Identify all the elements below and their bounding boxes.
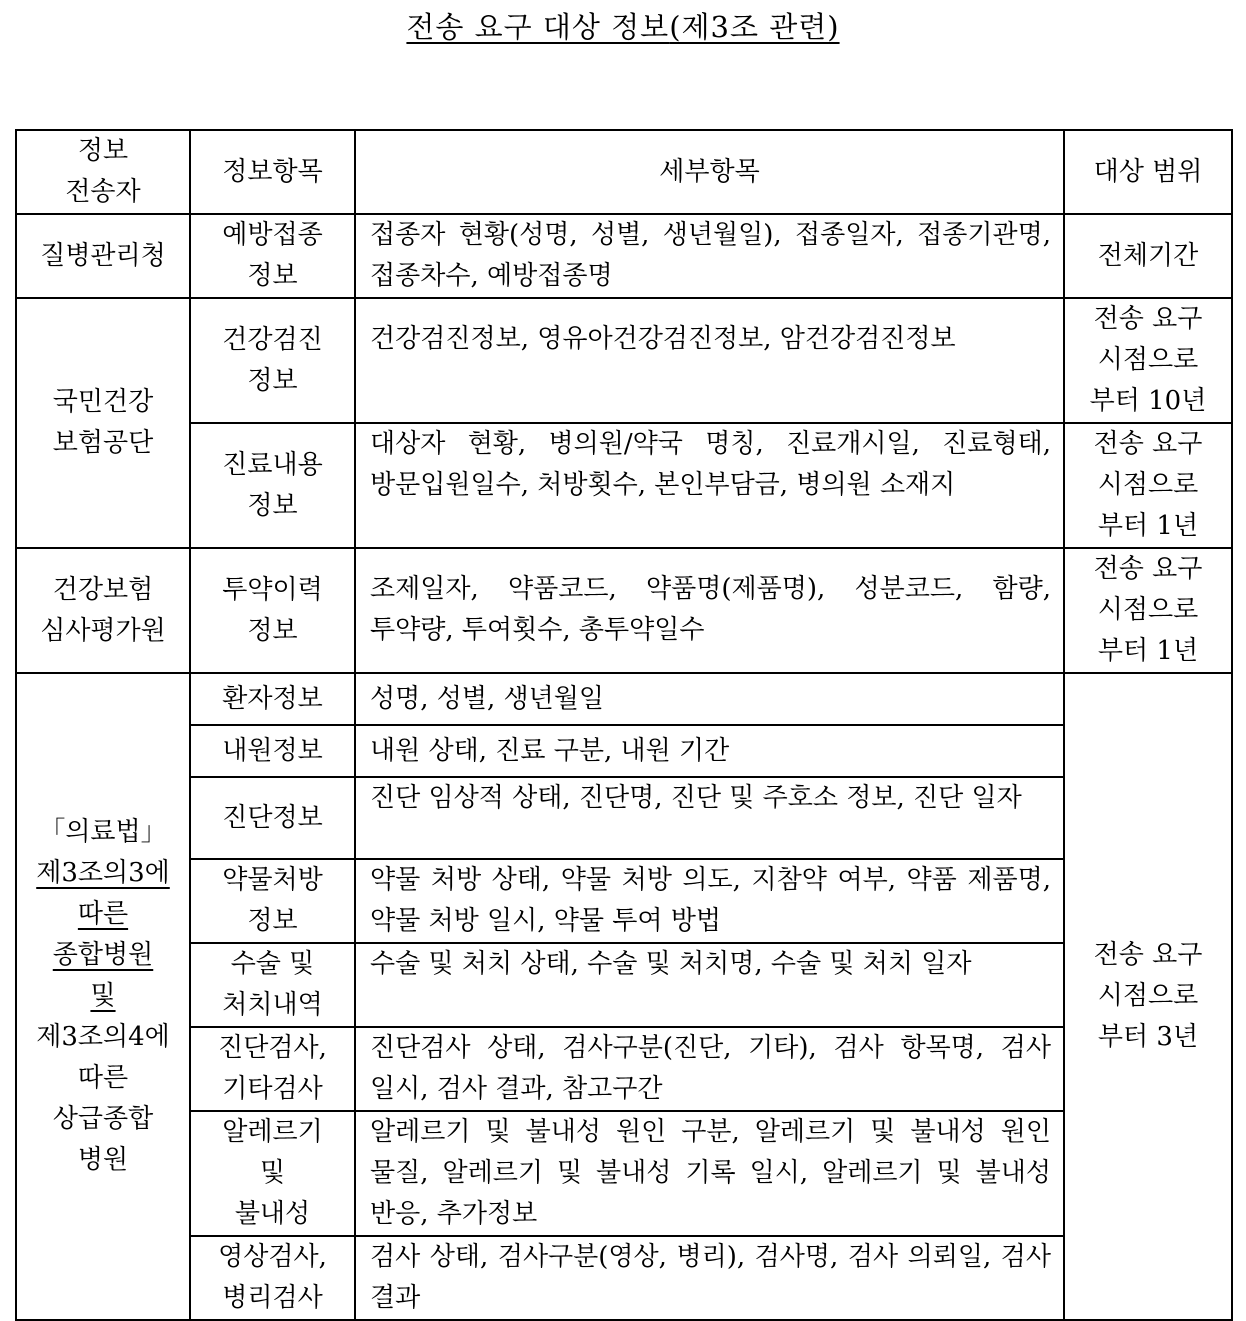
item-cell: 진단정보 [190, 777, 355, 859]
header-row [16, 130, 1232, 214]
item-line: 및 [259, 1158, 286, 1188]
item-line: 진료내용 [222, 449, 323, 480]
header-scope: 대상 범위 [1064, 130, 1232, 214]
item-cell: 내원정보 [190, 725, 355, 777]
scope-cell [1064, 423, 1232, 548]
table-row [16, 859, 1232, 943]
scope-cell [1064, 673, 1232, 1320]
item-line: 정보 [247, 615, 298, 646]
table-row [16, 673, 1232, 725]
header-detail: 세부항목 [355, 130, 1064, 214]
item-line: 처치내역 [222, 990, 323, 1020]
item-line: 투약이력 [222, 574, 323, 605]
sender-line [23, 894, 183, 935]
sender-line: 보험공단 [52, 428, 154, 458]
sender-text: 따른 [77, 899, 129, 929]
sender-line: 건강보험 [52, 574, 154, 605]
table-row [16, 298, 1232, 423]
sender-text: 따른 [77, 1063, 129, 1093]
sender-text: 제3조의3에 [36, 858, 170, 888]
detail-cell: 알레르기 및 불내성 원인 구분, 알레르기 및 불내성 원인 물질, 알레르기 및 불내성 기록 일시, 알레르기 및 불내성 반응, 추가정보 [355, 1111, 1064, 1236]
table-row [16, 777, 1232, 859]
item-cell: 환자정보 [190, 673, 355, 725]
scope-line: 부터 10년 [1089, 386, 1207, 416]
item-cell [190, 943, 355, 1027]
item-line: 병리검사 [222, 1283, 323, 1313]
sender-text: 제3조의4에 [36, 1022, 170, 1052]
scope-line: 전송 요구 [1093, 429, 1203, 459]
sender-line: 국민건강 [52, 387, 154, 417]
scope-cell [1064, 298, 1232, 423]
sender-line [23, 1140, 183, 1181]
scope-line: 부터 1년 [1097, 511, 1199, 541]
item-line: 정보 [247, 261, 298, 291]
item-line: 건강검진 [222, 324, 323, 355]
item-cell [190, 859, 355, 943]
item-cell [190, 1236, 355, 1320]
header-item: 정보항목 [190, 130, 355, 214]
sender-cell [16, 298, 190, 548]
detail-cell: 성명, 성별, 생년월일 [355, 673, 1064, 725]
sender-text: 및 [90, 981, 116, 1011]
scope-line: 전송 요구 [1093, 554, 1203, 584]
table-row [16, 725, 1232, 777]
item-line: 진단검사, [218, 1033, 327, 1063]
detail-cell: 건강검진정보, 영유아건강검진정보, 암건강검진정보 [355, 298, 1064, 423]
detail-cell: 대상자 현황, 병의원/약국 명칭, 진료개시일, 진료형태, 방문입원일수, 처방횟수, 본인부담금, 병의원 소재지 [355, 423, 1064, 548]
detail-cell: 접종자 현황(성명, 성별, 생년월일), 접종일자, 접종기관명, 접종차수, 예방접종명 [355, 214, 1064, 298]
item-line: 정보 [247, 365, 298, 396]
document-title [0, 8, 1246, 46]
sender-text: 상급종합 [52, 1104, 154, 1134]
scope-line: 부터 3년 [1097, 1022, 1199, 1052]
sender-line [23, 812, 183, 853]
item-line: 정보 [247, 490, 298, 521]
table-row [16, 423, 1232, 548]
sender-cell: 질병관리청 [16, 214, 190, 298]
item-cell [190, 214, 355, 298]
item-cell [190, 423, 355, 548]
sender-line [23, 1017, 183, 1058]
sender-cell [16, 673, 190, 1320]
scope-line: 시점으로 [1097, 981, 1199, 1011]
detail-cell: 진단 임상적 상태, 진단명, 진단 및 주호소 정보, 진단 일자 [355, 777, 1064, 859]
scope-cell: 전체기간 [1064, 214, 1232, 298]
scope-line: 부터 1년 [1097, 636, 1199, 666]
item-line: 정보 [247, 906, 298, 936]
scope-line: 시점으로 [1097, 345, 1199, 375]
item-line: 약물처방 [222, 865, 323, 895]
sender-cell [16, 548, 190, 673]
detail-cell: 수술 및 처치 상태, 수술 및 처치명, 수술 및 처치 일자 [355, 943, 1064, 1027]
item-line: 알레르기 [222, 1117, 323, 1147]
sender-line [23, 976, 183, 1017]
item-cell [190, 1027, 355, 1111]
sender-text: 「의료법」 [39, 817, 167, 847]
sender-text: 종합병원 [52, 940, 154, 970]
detail-cell: 검사 상태, 검사구분(영상, 병리), 검사명, 검사 의뢰일, 검사 결과 [355, 1236, 1064, 1320]
sender-line: 심사평가원 [40, 615, 166, 646]
scope-line: 시점으로 [1097, 595, 1199, 625]
table-row [16, 1236, 1232, 1320]
header-sender [16, 130, 190, 214]
sender-line [23, 853, 183, 894]
scope-line: 전송 요구 [1093, 304, 1203, 334]
sender-line [23, 1058, 183, 1099]
header-sender-line: 전송자 [65, 177, 141, 207]
item-cell [190, 1111, 355, 1236]
item-cell [190, 548, 355, 673]
scope-line: 전송 요구 [1093, 940, 1203, 970]
sender-line [23, 1099, 183, 1140]
table-row [16, 214, 1232, 298]
detail-cell: 내원 상태, 진료 구분, 내원 기간 [355, 725, 1064, 777]
table-row [16, 1111, 1232, 1236]
title-suffix: (제3조 관련) [669, 10, 840, 44]
detail-cell: 약물 처방 상태, 약물 처방 의도, 지참약 여부, 약품 제품명, 약물 처방 일시, 약물 투여 방법 [355, 859, 1064, 943]
sender-line [23, 935, 183, 976]
item-line: 기타검사 [222, 1074, 323, 1104]
transfer-info-table [15, 129, 1233, 1321]
item-line: 불내성 [234, 1199, 311, 1229]
header-sender-line: 정보 [77, 136, 129, 166]
title-main: 전송 요구 대상 정보 [406, 10, 670, 44]
detail-cell: 진단검사 상태, 검사구분(진단, 기타), 검사 항목명, 검사 일시, 검사 결과, 참고구간 [355, 1027, 1064, 1111]
table-row [16, 1027, 1232, 1111]
item-line: 수술 및 [230, 949, 315, 979]
scope-line: 시점으로 [1097, 470, 1199, 500]
sender-text: 병원 [77, 1145, 129, 1175]
detail-cell: 조제일자, 약품코드, 약품명(제품명), 성분코드, 함량, 투약량, 투여횟수, 총투약일수 [355, 548, 1064, 673]
item-line: 예방접종 [222, 220, 323, 250]
table-row [16, 548, 1232, 673]
table-row [16, 943, 1232, 1027]
item-cell [190, 298, 355, 423]
item-line: 영상검사, [218, 1242, 327, 1272]
scope-cell [1064, 548, 1232, 673]
